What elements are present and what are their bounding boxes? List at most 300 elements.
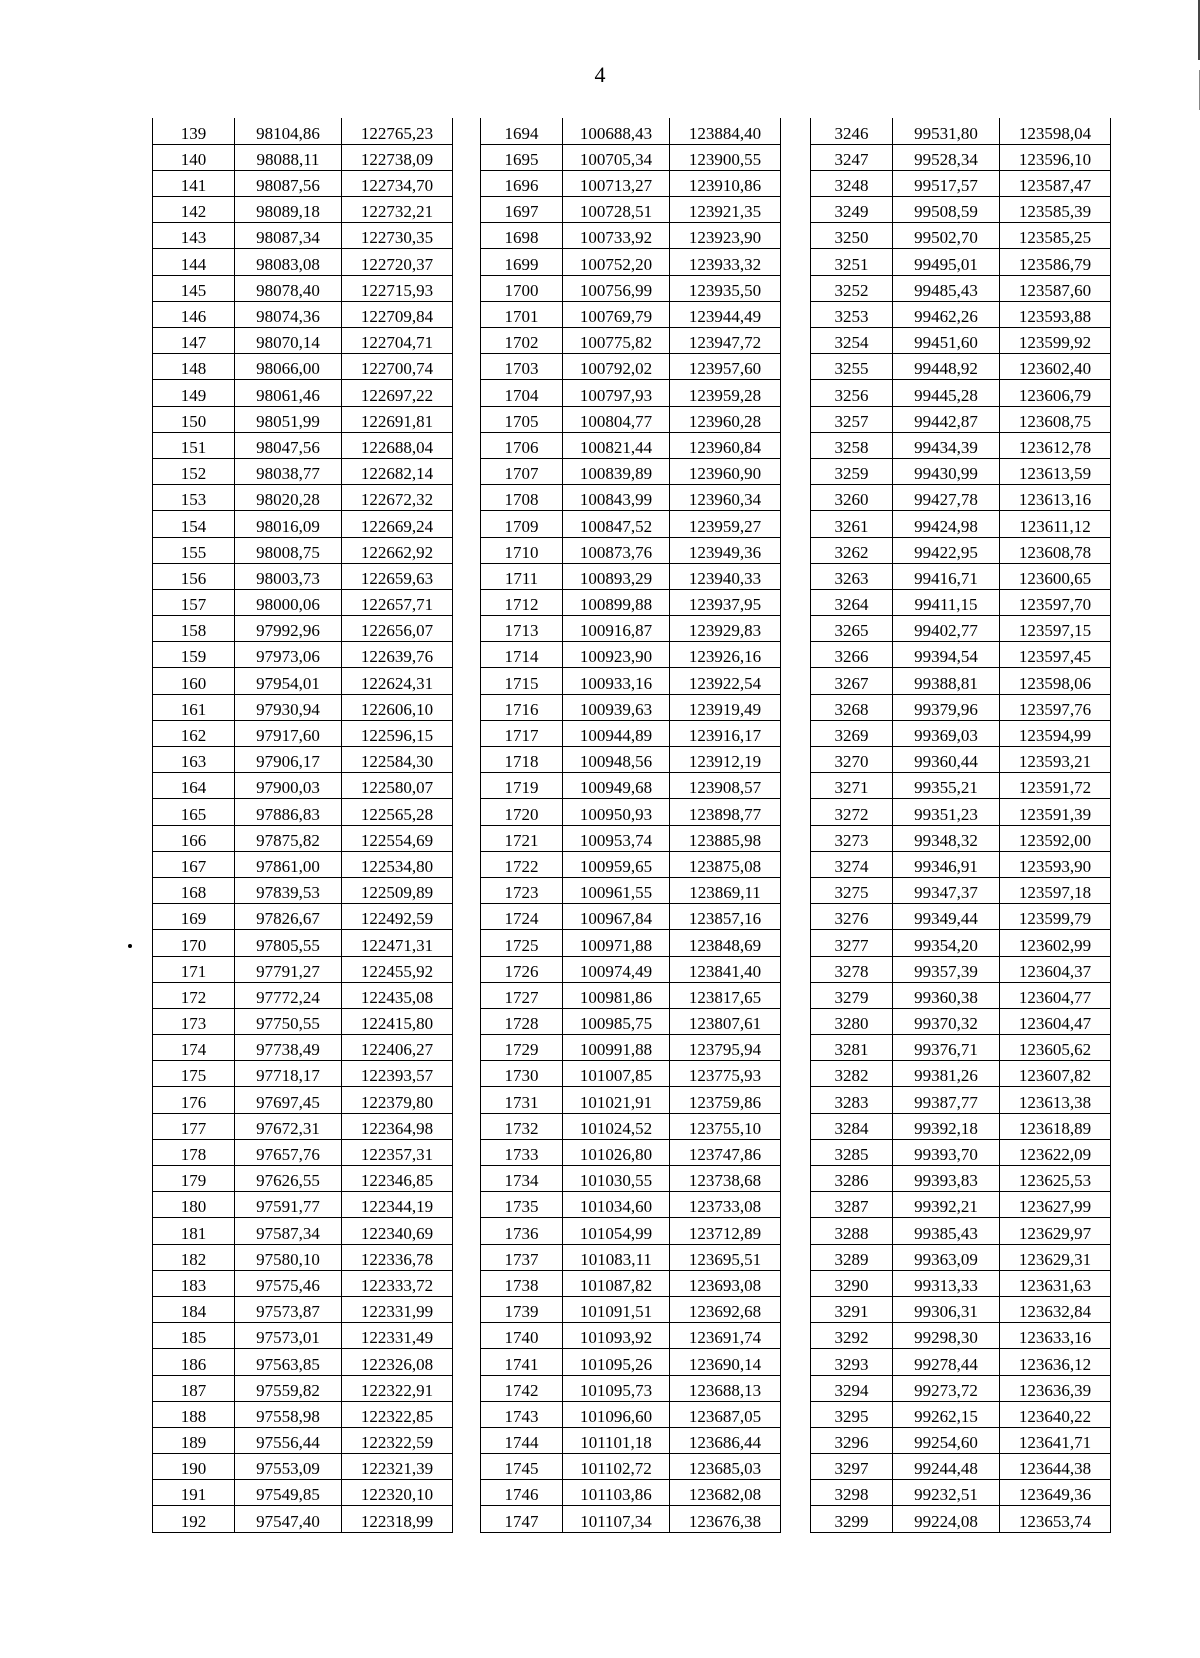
- point-number-cell: 1739: [481, 1296, 563, 1322]
- table-row: [811, 197, 1111, 223]
- x-coordinate-cell: 98083,08: [235, 249, 342, 275]
- x-coordinate-cell: 97954,01: [235, 668, 342, 694]
- x-coordinate-cell: 97626,55: [235, 1166, 342, 1192]
- point-number-cell: 3256: [811, 380, 893, 406]
- x-coordinate-cell: 99273,72: [893, 1375, 1000, 1401]
- y-coordinate-cell: 123586,79: [1000, 249, 1111, 275]
- y-coordinate-cell: 123869,11: [670, 877, 781, 903]
- table-row: [811, 1427, 1111, 1453]
- point-number-cell: 1722: [481, 851, 563, 877]
- x-coordinate-cell: 98061,46: [235, 380, 342, 406]
- table-row: [811, 511, 1111, 537]
- table-row: [153, 1008, 453, 1034]
- table-row: [153, 197, 453, 223]
- table-row: [153, 249, 453, 275]
- table-row: [811, 537, 1111, 563]
- x-coordinate-cell: 99402,77: [893, 616, 1000, 642]
- point-number-cell: 157: [153, 589, 235, 615]
- y-coordinate-cell: 122765,23: [342, 118, 453, 144]
- point-number-cell: 1702: [481, 328, 563, 354]
- x-coordinate-cell: 101007,85: [563, 1061, 670, 1087]
- point-number-cell: 3257: [811, 406, 893, 432]
- y-coordinate-cell: 122659,63: [342, 563, 453, 589]
- point-number-cell: 145: [153, 275, 235, 301]
- y-coordinate-cell: 123604,37: [1000, 956, 1111, 982]
- y-coordinate-cell: 123841,40: [670, 956, 781, 982]
- table-row: [153, 563, 453, 589]
- x-coordinate-cell: 100821,44: [563, 432, 670, 458]
- y-coordinate-cell: 123627,99: [1000, 1192, 1111, 1218]
- table-row: [811, 877, 1111, 903]
- point-number-cell: 1736: [481, 1218, 563, 1244]
- point-number-cell: 1735: [481, 1192, 563, 1218]
- y-coordinate-cell: 122455,92: [342, 956, 453, 982]
- table-row: [481, 1035, 781, 1061]
- x-coordinate-cell: 97718,17: [235, 1061, 342, 1087]
- point-number-cell: 188: [153, 1401, 235, 1427]
- x-coordinate-cell: 99495,01: [893, 249, 1000, 275]
- y-coordinate-cell: 123712,89: [670, 1218, 781, 1244]
- point-number-cell: 1737: [481, 1244, 563, 1270]
- y-coordinate-cell: 122554,69: [342, 825, 453, 851]
- x-coordinate-cell: 100843,99: [563, 485, 670, 511]
- x-coordinate-cell: 97547,40: [235, 1506, 342, 1532]
- table-row: [811, 904, 1111, 930]
- table-row: [481, 799, 781, 825]
- y-coordinate-cell: 123685,03: [670, 1454, 781, 1480]
- y-coordinate-cell: 123733,08: [670, 1192, 781, 1218]
- point-number-cell: 1719: [481, 773, 563, 799]
- x-coordinate-cell: 97738,49: [235, 1035, 342, 1061]
- x-coordinate-cell: 97930,94: [235, 694, 342, 720]
- table-row: [811, 1296, 1111, 1322]
- table-row: [481, 118, 781, 144]
- table-row: [811, 485, 1111, 511]
- point-number-cell: 3251: [811, 249, 893, 275]
- y-coordinate-cell: 123691,74: [670, 1323, 781, 1349]
- y-coordinate-cell: 122624,31: [342, 668, 453, 694]
- point-number-cell: 174: [153, 1035, 235, 1061]
- point-number-cell: 3291: [811, 1296, 893, 1322]
- table-row: [481, 1401, 781, 1427]
- point-number-cell: 3270: [811, 747, 893, 773]
- y-coordinate-cell: 123596,10: [1000, 144, 1111, 170]
- y-coordinate-cell: 122732,21: [342, 197, 453, 223]
- x-coordinate-cell: 97556,44: [235, 1427, 342, 1453]
- y-coordinate-cell: 123900,55: [670, 144, 781, 170]
- x-coordinate-cell: 100847,52: [563, 511, 670, 537]
- table-row: [481, 1454, 781, 1480]
- y-coordinate-cell: 123959,27: [670, 511, 781, 537]
- table-row: [481, 1323, 781, 1349]
- point-number-cell: 3247: [811, 144, 893, 170]
- x-coordinate-cell: 99357,39: [893, 956, 1000, 982]
- point-number-cell: 1717: [481, 720, 563, 746]
- table-row: [153, 1296, 453, 1322]
- x-coordinate-cell: 101091,51: [563, 1296, 670, 1322]
- y-coordinate-cell: 122322,85: [342, 1401, 453, 1427]
- table-row: [153, 1192, 453, 1218]
- table-row: [811, 773, 1111, 799]
- x-coordinate-cell: 100752,20: [563, 249, 670, 275]
- table-row: [153, 537, 453, 563]
- table-row: [481, 1139, 781, 1165]
- x-coordinate-cell: 97826,67: [235, 904, 342, 930]
- point-number-cell: 3277: [811, 930, 893, 956]
- x-coordinate-cell: 100950,93: [563, 799, 670, 825]
- table-row: [153, 1139, 453, 1165]
- x-coordinate-cell: 98047,56: [235, 432, 342, 458]
- x-coordinate-cell: 99508,59: [893, 197, 1000, 223]
- table-row: [481, 1270, 781, 1296]
- table-row: [811, 1166, 1111, 1192]
- y-coordinate-cell: 123591,72: [1000, 773, 1111, 799]
- y-coordinate-cell: 123690,14: [670, 1349, 781, 1375]
- table-row: [153, 1401, 453, 1427]
- point-number-cell: 139: [153, 118, 235, 144]
- x-coordinate-cell: 100728,51: [563, 197, 670, 223]
- point-number-cell: 1727: [481, 982, 563, 1008]
- x-coordinate-cell: 97573,87: [235, 1296, 342, 1322]
- x-coordinate-cell: 97575,46: [235, 1270, 342, 1296]
- point-number-cell: 152: [153, 458, 235, 484]
- x-coordinate-cell: 98089,18: [235, 197, 342, 223]
- table-row: [153, 616, 453, 642]
- point-number-cell: 173: [153, 1008, 235, 1034]
- point-number-cell: 3274: [811, 851, 893, 877]
- y-coordinate-cell: 123640,22: [1000, 1401, 1111, 1427]
- point-number-cell: 189: [153, 1427, 235, 1453]
- x-coordinate-cell: 98087,56: [235, 170, 342, 196]
- point-number-cell: 1730: [481, 1061, 563, 1087]
- x-coordinate-cell: 100688,43: [563, 118, 670, 144]
- table-row: [811, 1087, 1111, 1113]
- y-coordinate-cell: 123613,59: [1000, 458, 1111, 484]
- y-coordinate-cell: 122321,39: [342, 1454, 453, 1480]
- point-number-cell: 180: [153, 1192, 235, 1218]
- table-row: [153, 380, 453, 406]
- y-coordinate-cell: 122379,80: [342, 1087, 453, 1113]
- point-number-cell: 3280: [811, 1008, 893, 1034]
- table-row: [481, 301, 781, 327]
- x-coordinate-cell: 100959,65: [563, 851, 670, 877]
- x-coordinate-cell: 97906,17: [235, 747, 342, 773]
- point-number-cell: 1703: [481, 354, 563, 380]
- point-number-cell: 1701: [481, 301, 563, 327]
- table-row: [811, 1401, 1111, 1427]
- y-coordinate-cell: 122734,70: [342, 170, 453, 196]
- table-row: [811, 1375, 1111, 1401]
- x-coordinate-cell: 97861,00: [235, 851, 342, 877]
- point-number-cell: 3283: [811, 1087, 893, 1113]
- point-number-cell: 192: [153, 1506, 235, 1532]
- point-number-cell: 1721: [481, 825, 563, 851]
- x-coordinate-cell: 97839,53: [235, 877, 342, 903]
- table-row: [811, 328, 1111, 354]
- y-coordinate-cell: 123676,38: [670, 1506, 781, 1532]
- point-number-cell: 3248: [811, 170, 893, 196]
- x-coordinate-cell: 101021,91: [563, 1087, 670, 1113]
- coordinates-table: [480, 118, 781, 1533]
- point-number-cell: 1698: [481, 223, 563, 249]
- table-row: [153, 1087, 453, 1113]
- table-row: [153, 354, 453, 380]
- point-number-cell: 3296: [811, 1427, 893, 1453]
- table-row: [481, 773, 781, 799]
- y-coordinate-cell: 123944,49: [670, 301, 781, 327]
- table-row: [811, 851, 1111, 877]
- y-coordinate-cell: 123608,78: [1000, 537, 1111, 563]
- x-coordinate-cell: 101024,52: [563, 1113, 670, 1139]
- x-coordinate-cell: 100916,87: [563, 616, 670, 642]
- table-row: [481, 825, 781, 851]
- y-coordinate-cell: 122704,71: [342, 328, 453, 354]
- x-coordinate-cell: 97553,09: [235, 1454, 342, 1480]
- y-coordinate-cell: 123649,36: [1000, 1480, 1111, 1506]
- y-coordinate-cell: 123937,95: [670, 589, 781, 615]
- x-coordinate-cell: 100705,34: [563, 144, 670, 170]
- y-coordinate-cell: 123686,44: [670, 1427, 781, 1453]
- x-coordinate-cell: 97591,77: [235, 1192, 342, 1218]
- y-coordinate-cell: 123922,54: [670, 668, 781, 694]
- table-row: [153, 485, 453, 511]
- point-number-cell: 3285: [811, 1139, 893, 1165]
- table-row: [811, 930, 1111, 956]
- point-number-cell: 1711: [481, 563, 563, 589]
- table-row: [481, 354, 781, 380]
- table-row: [153, 642, 453, 668]
- point-number-cell: 186: [153, 1349, 235, 1375]
- point-number-cell: 1710: [481, 537, 563, 563]
- y-coordinate-cell: 123606,79: [1000, 380, 1111, 406]
- point-number-cell: 3278: [811, 956, 893, 982]
- point-number-cell: 178: [153, 1139, 235, 1165]
- x-coordinate-cell: 100991,88: [563, 1035, 670, 1061]
- point-number-cell: 1744: [481, 1427, 563, 1453]
- table-row: [811, 1139, 1111, 1165]
- point-number-cell: 1729: [481, 1035, 563, 1061]
- x-coordinate-cell: 99517,57: [893, 170, 1000, 196]
- coordinates-table: [810, 118, 1111, 1533]
- y-coordinate-cell: 123604,77: [1000, 982, 1111, 1008]
- table-row: [153, 904, 453, 930]
- table-row: [481, 720, 781, 746]
- table-row: [811, 1244, 1111, 1270]
- table-row: [811, 563, 1111, 589]
- point-number-cell: 151: [153, 432, 235, 458]
- x-coordinate-cell: 97587,34: [235, 1218, 342, 1244]
- x-coordinate-cell: 97900,03: [235, 773, 342, 799]
- point-number-cell: 163: [153, 747, 235, 773]
- point-number-cell: 1704: [481, 380, 563, 406]
- x-coordinate-cell: 99224,08: [893, 1506, 1000, 1532]
- point-number-cell: 3254: [811, 328, 893, 354]
- point-number-cell: 181: [153, 1218, 235, 1244]
- table-row: [153, 275, 453, 301]
- y-coordinate-cell: 122639,76: [342, 642, 453, 668]
- x-coordinate-cell: 99360,38: [893, 982, 1000, 1008]
- table-row: [481, 1480, 781, 1506]
- y-coordinate-cell: 123600,65: [1000, 563, 1111, 589]
- y-coordinate-cell: 123598,04: [1000, 118, 1111, 144]
- point-number-cell: 1699: [481, 249, 563, 275]
- table-row: [153, 406, 453, 432]
- x-coordinate-cell: 100769,79: [563, 301, 670, 327]
- point-number-cell: 3288: [811, 1218, 893, 1244]
- y-coordinate-cell: 123591,39: [1000, 799, 1111, 825]
- table-row: [481, 1427, 781, 1453]
- point-number-cell: 3259: [811, 458, 893, 484]
- y-coordinate-cell: 123688,13: [670, 1375, 781, 1401]
- x-coordinate-cell: 99448,92: [893, 354, 1000, 380]
- point-number-cell: 1734: [481, 1166, 563, 1192]
- table-row: [811, 301, 1111, 327]
- point-number-cell: 1716: [481, 694, 563, 720]
- y-coordinate-cell: 122700,74: [342, 354, 453, 380]
- point-number-cell: 3279: [811, 982, 893, 1008]
- table-row: [153, 1427, 453, 1453]
- y-coordinate-cell: 122688,04: [342, 432, 453, 458]
- x-coordinate-cell: 99354,20: [893, 930, 1000, 956]
- x-coordinate-cell: 100923,90: [563, 642, 670, 668]
- point-number-cell: 166: [153, 825, 235, 851]
- point-number-cell: 3276: [811, 904, 893, 930]
- table-row: [481, 1061, 781, 1087]
- table-row: [811, 1323, 1111, 1349]
- y-coordinate-cell: 123960,84: [670, 432, 781, 458]
- table-row: [811, 432, 1111, 458]
- x-coordinate-cell: 97875,82: [235, 825, 342, 851]
- y-coordinate-cell: 123593,21: [1000, 747, 1111, 773]
- x-coordinate-cell: 101034,60: [563, 1192, 670, 1218]
- y-coordinate-cell: 123885,98: [670, 825, 781, 851]
- point-number-cell: 1725: [481, 930, 563, 956]
- table-row: [811, 642, 1111, 668]
- table-row: [481, 223, 781, 249]
- x-coordinate-cell: 97805,55: [235, 930, 342, 956]
- table-row: [153, 773, 453, 799]
- x-coordinate-cell: 97917,60: [235, 720, 342, 746]
- point-number-cell: 3262: [811, 537, 893, 563]
- y-coordinate-cell: 122697,22: [342, 380, 453, 406]
- point-number-cell: 1728: [481, 1008, 563, 1034]
- x-coordinate-cell: 98000,06: [235, 589, 342, 615]
- x-coordinate-cell: 97750,55: [235, 1008, 342, 1034]
- y-coordinate-cell: 122331,49: [342, 1323, 453, 1349]
- table-row: [153, 432, 453, 458]
- x-coordinate-cell: 99392,18: [893, 1113, 1000, 1139]
- point-number-cell: 141: [153, 170, 235, 196]
- point-number-cell: 3253: [811, 301, 893, 327]
- x-coordinate-cell: 99430,99: [893, 458, 1000, 484]
- y-coordinate-cell: 123641,71: [1000, 1427, 1111, 1453]
- x-coordinate-cell: 97772,24: [235, 982, 342, 1008]
- x-coordinate-cell: 100974,49: [563, 956, 670, 982]
- point-number-cell: 3263: [811, 563, 893, 589]
- y-coordinate-cell: 122326,08: [342, 1349, 453, 1375]
- y-coordinate-cell: 123923,90: [670, 223, 781, 249]
- table-row: [153, 1454, 453, 1480]
- y-coordinate-cell: 123693,08: [670, 1270, 781, 1296]
- x-coordinate-cell: 99485,43: [893, 275, 1000, 301]
- point-number-cell: 158: [153, 616, 235, 642]
- y-coordinate-cell: 122584,30: [342, 747, 453, 773]
- x-coordinate-cell: 99278,44: [893, 1349, 1000, 1375]
- table-row: [481, 328, 781, 354]
- y-coordinate-cell: 122471,31: [342, 930, 453, 956]
- table-row: [153, 851, 453, 877]
- table-row: [153, 825, 453, 851]
- point-number-cell: 168: [153, 877, 235, 903]
- point-number-cell: 3275: [811, 877, 893, 903]
- scan-dot-mark: [128, 944, 132, 948]
- point-number-cell: 1718: [481, 747, 563, 773]
- x-coordinate-cell: 101054,99: [563, 1218, 670, 1244]
- point-number-cell: 161: [153, 694, 235, 720]
- point-number-cell: 144: [153, 249, 235, 275]
- point-number-cell: 3294: [811, 1375, 893, 1401]
- table-row: [481, 380, 781, 406]
- point-number-cell: 3290: [811, 1270, 893, 1296]
- table-row: [153, 1349, 453, 1375]
- point-number-cell: 175: [153, 1061, 235, 1087]
- table-row: [811, 380, 1111, 406]
- y-coordinate-cell: 122322,59: [342, 1427, 453, 1453]
- table-row: [811, 1113, 1111, 1139]
- x-coordinate-cell: 98066,00: [235, 354, 342, 380]
- x-coordinate-cell: 99531,80: [893, 118, 1000, 144]
- table-row: [811, 589, 1111, 615]
- y-coordinate-cell: 122715,93: [342, 275, 453, 301]
- y-coordinate-cell: 122509,89: [342, 877, 453, 903]
- x-coordinate-cell: 100967,84: [563, 904, 670, 930]
- point-number-cell: 1731: [481, 1087, 563, 1113]
- y-coordinate-cell: 122393,57: [342, 1061, 453, 1087]
- x-coordinate-cell: 101087,82: [563, 1270, 670, 1296]
- table-row: [811, 354, 1111, 380]
- y-coordinate-cell: 123585,25: [1000, 223, 1111, 249]
- point-number-cell: 142: [153, 197, 235, 223]
- y-coordinate-cell: 122730,35: [342, 223, 453, 249]
- x-coordinate-cell: 100804,77: [563, 406, 670, 432]
- table-row: [153, 328, 453, 354]
- table-row: [811, 249, 1111, 275]
- y-coordinate-cell: 122565,28: [342, 799, 453, 825]
- table-row: [811, 1035, 1111, 1061]
- x-coordinate-cell: 99411,15: [893, 589, 1000, 615]
- x-coordinate-cell: 101095,73: [563, 1375, 670, 1401]
- table-row: [811, 1061, 1111, 1087]
- x-coordinate-cell: 99388,81: [893, 668, 1000, 694]
- y-coordinate-cell: 122415,80: [342, 1008, 453, 1034]
- x-coordinate-cell: 97791,27: [235, 956, 342, 982]
- y-coordinate-cell: 123884,40: [670, 118, 781, 144]
- table-row: [153, 694, 453, 720]
- x-coordinate-cell: 98038,77: [235, 458, 342, 484]
- table-row: [811, 144, 1111, 170]
- table-row: [481, 747, 781, 773]
- table-row: [481, 877, 781, 903]
- y-coordinate-cell: 122320,10: [342, 1480, 453, 1506]
- y-coordinate-cell: 122596,15: [342, 720, 453, 746]
- y-coordinate-cell: 122669,24: [342, 511, 453, 537]
- x-coordinate-cell: 99355,21: [893, 773, 1000, 799]
- y-coordinate-cell: 123848,69: [670, 930, 781, 956]
- point-number-cell: 185: [153, 1323, 235, 1349]
- point-number-cell: 1720: [481, 799, 563, 825]
- table-row: [153, 511, 453, 537]
- x-coordinate-cell: 99424,98: [893, 511, 1000, 537]
